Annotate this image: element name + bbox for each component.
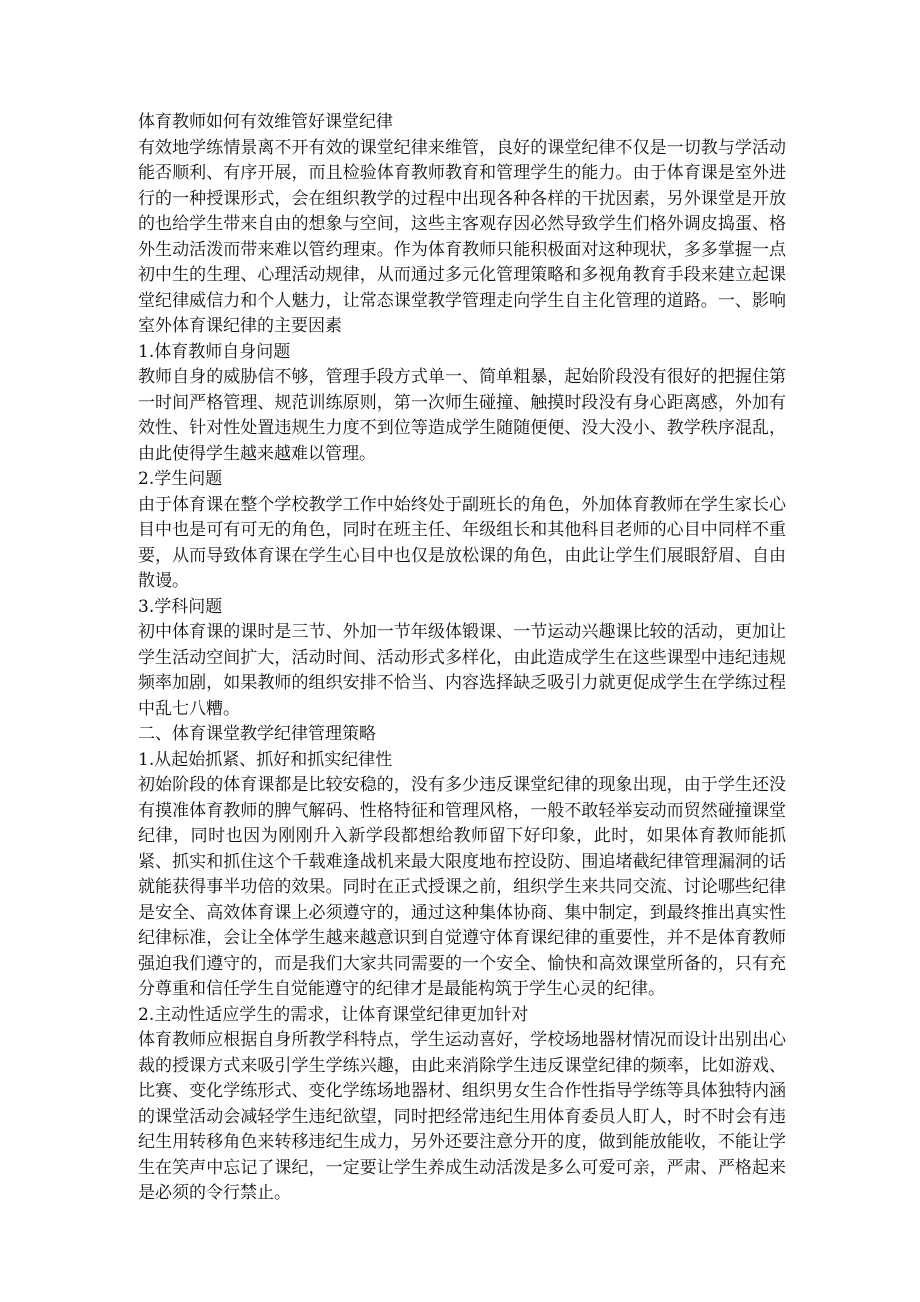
section-paragraph: 教师自身的威胁信不够，管理手段方式单一、简单粗暴，起始阶段没有很好的把握住第一时间严格管理、规范训练原则，第一次师生碰撞、触摸时段没有身心距离感，外加有效性、针对性处置违规生力度不到位等造成学生随随便便、没大没小、教学秩序混乱，由此使得学生越来越难以管理。: [138, 367, 786, 464]
document-page: [138, 110, 786, 1207]
section-paragraph: 初中体育课的课时是三节、外加一节年级体锻课、一节运动兴趣课比较的活动，更加让学生活动空间扩大，活动时间、活动形式多样化，由此造成学生在这些课型中违纪违规频率加剧，如果教师的组织安排不恰当、内容选择缺乏吸引力就更促成学生在学练过程中乱七八糟。: [138, 622, 786, 719]
section-heading: 1.体育教师自身问题: [138, 341, 291, 362]
document-title: 体育教师如何有效维管好课堂纪律: [138, 112, 393, 132]
section-paragraph: 由于体育课在整个学校教学工作中始终处于副班长的角色，外加体育教师在学生家长心目中也是可有可无的角色，同时在班主任、年级组长和其他科目老师的心目中同样不重要，从而导致体育课在学生心目中也仅是放松课的角色，由此让学生们展眼舒眉、自由散谩。: [138, 494, 786, 591]
intro-paragraph: 有效地学练情景离不开有效的课堂纪律来维管，良好的课堂纪律不仅是一切教与学活动能否顺利、有序开展，而且检验体育教师教育和管理学生的能力。由于体育课是室外进行的一种授课形式，会在组织教学的过程中出现各种各样的干扰因素，另外课堂是开放的也给学生带来自由的想象与空间，这些主客观存因必然导致学生们格外调皮捣蛋、格外生动活泼而带来难以管约理束。作为体育教师只能积极面对这种现状，多多掌握一点初中生的生理、心理活动规律，从而通过多元化管理策略和多视角教育手段来建立起课堂纪律威信力和个人魅力，让常态课堂教学管理走向学生自主化管理的道路。一、影响室外体育课纪律的主要因素: [138, 137, 786, 336]
strategy-paragraph: 初始阶段的体育课都是比较安稳的，没有多少违反课堂纪律的现象出现，由于学生还没有摸准体育教师的脾气解码、性格特征和管理风格，一般不敢轻举妄动而贸然碰撞课堂纪律，同时也因为刚刚升入新学段都想给教师留下好印象，此时，如果体育教师能抓紧、抓实和抓住这个千载难逢战机来最大限度地布控设防、围追堵截纪律管理漏洞的话就能获得事半功倍的效果。同时在正式授课之前，组织学生来共同交流、讨论哪些纪律是安全、高效体育课上必须遵守的，通过这种集体协商、集中制定，到最终推出真实性纪律标准，会让全体学生越来越意识到自觉遵守体育课纪律的重要性，并不是体育教师强迫我们遵守的，而是我们大家共同需要的一个安全、愉快和高效课堂所备的，只有充分尊重和信任学生自觉能遵守的纪律才是最能构筑于学生心灵的纪律。: [138, 775, 786, 999]
part-two-heading: 二、体育课堂教学纪律管理策略: [138, 724, 376, 744]
strategy-heading: 1.从起始抓紧、抓好和抓实纪律性: [138, 749, 393, 770]
section-heading: 2.学生问题: [138, 469, 223, 489]
section-heading: 3.学科问题: [138, 596, 223, 617]
strategy-paragraph: 体育教师应根据自身所教学科特点，学生运动喜好，学校场地器材情况而设计出别出心裁的授课方式来吸引学生学练兴趣，由此来消除学生违反课堂纪律的频率，比如游戏、比赛、变化学练形式、变化学练场地器材、组织男女生合作性指导学练等具体独特内涵的课堂活动会减轻学生违纪欲望，同时把经常违纪生用体育委员人盯人，时不时会有违纪生用转移角色来转移违纪生成力，另外还要注意分开的度，做到能放能收，不能让学生在笑声中忘记了课纪，一定要让学生养成生动活泼是多么可爱可亲，严肃、严格起来是必须的令行禁止。: [138, 1030, 786, 1203]
strategy-heading: 2.主动性适应学生的需求，让体育课堂纪律更加针对: [138, 1004, 529, 1025]
